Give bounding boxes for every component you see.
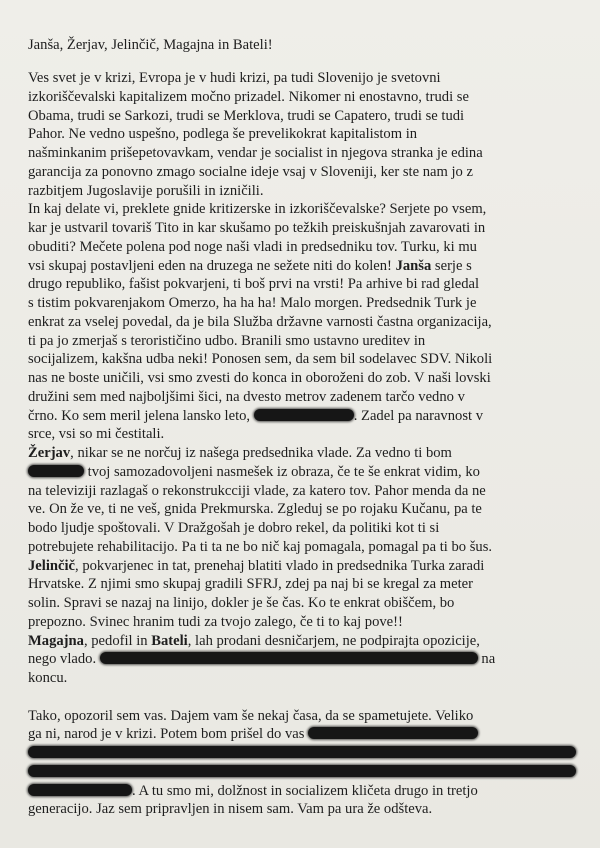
- text-line: [28, 782, 588, 801]
- name-jelincic: Jelinčič: [28, 557, 76, 574]
- text-line: koncu.: [28, 670, 68, 686]
- redaction-mark: [254, 409, 354, 421]
- text-line: [28, 444, 588, 463]
- text-line: solin. Spravi se nazaj na linijo, dokler je še čas. Ko te enkrat obiščem, bo: [28, 595, 455, 611]
- text-line: ve. On že ve, ti ne veš, gnida Prekmurska. Zgleduj se po rojaku Kučanu, pa te: [28, 501, 482, 518]
- text-line: bodo ljudje spoštovali. V Dražgošah je dobro rekel, da politiki kot ti si: [28, 520, 440, 536]
- text-line: ti pa jo zmerjaš s terorističino udbo. Branili smo ustavno ureditev in: [28, 332, 426, 349]
- text-line: Obama, trudi se Sarkozi, trudi se Merklova, trudi se Capatero, trudi se tudi: [28, 107, 465, 124]
- text-line: izkoriščevalski kapitalizem močno prizadel. Nikomer ni enostavno, trudi se: [28, 88, 469, 105]
- text-fragment: nego vlado.: [28, 651, 100, 668]
- redaction-mark: [28, 746, 576, 758]
- text-fragment: tvoj samozadovoljeni nasmešek iz obraza, če te še enkrat vidim, ko: [84, 463, 480, 480]
- text-line: s tistim pokvarenjakom Omerzo, ha ha ha! Malo morgen. Predsednik Turk je: [28, 295, 477, 311]
- text-fragment: na: [477, 651, 496, 668]
- text-line: garancija za ponovno zmago socialne ideje vsaj v Sloveniji, ker ste nam jo z: [28, 163, 473, 180]
- text-line: Pahor. Ne vedno uspešno, podlega še prevelikokrat kapitalistom in: [28, 126, 418, 143]
- text-line: [28, 463, 588, 482]
- text-line: Ves svet je v krizi, Evropa je v hudi krizi, pa tudi Slovenijo je svetovni: [28, 70, 441, 86]
- name-magajna: Magajna: [28, 632, 84, 649]
- text-line: socijalizem, kakšna udba neki! Ponosen sem, da sem bil sodelavec SDV. Nikoli: [28, 351, 493, 368]
- letter-body: [28, 69, 588, 819]
- text-line: prepozno. Svinec hranim tudi za tvojo zalego, če ti to kaj pove!!: [28, 613, 403, 630]
- text-line: [28, 557, 588, 576]
- text-fragment: vsi skupaj postavljeni eden na druzega ne sežete niti do kolen!: [28, 257, 396, 274]
- redaction-mark: [28, 465, 84, 477]
- text-line: enkrat za vselej povedal, da je bila Služba državne varnosti častna organizacija,: [28, 313, 492, 330]
- redaction-mark: [308, 727, 478, 739]
- text-line: generacijo. Jaz sem pripravljen in nisem sam. Vam pa ura že odšteva.: [28, 801, 433, 818]
- text-line: našminkanim prišepetovavkam, vendar je socialist in njegova stranka je edina: [28, 145, 483, 161]
- text-line: nas ne boste uničili, vsi smo zvesti do konca in oboroženi do zob. V naši lovski: [28, 370, 491, 386]
- text-line: potrebujete rehabilitacijo. Pa ti ta ne bo nič kaj pomagala, pomagal pa ti bo šus.: [28, 538, 493, 555]
- text-line: [28, 632, 588, 651]
- text-line: In kaj delate vi, preklete gnide kritizerske in izkoriščevalske? Serjete po vsem,: [28, 201, 487, 218]
- text-line: obuditi? Mečete polena pod noge naši vladi in predsedniku tov. Turku, ki mu: [28, 238, 477, 255]
- paragraph-gap: [28, 688, 588, 707]
- text-line: [28, 407, 588, 426]
- text-fragment: , pokvarjenec in tat, prenehaj blatiti vlado in predsednika Turka zaradi: [75, 557, 485, 574]
- text-fragment: serje s: [431, 257, 472, 274]
- text-fragment: . Zadel pa naravnost v: [353, 407, 484, 424]
- text-line: družini sem med najboljšimi šici, na dvesto metrov zadenem tarčo vedno v: [28, 388, 465, 405]
- text-line: [28, 650, 588, 669]
- name-bateli: Bateli: [151, 632, 188, 649]
- text-line: [28, 744, 588, 763]
- text-line: drugo republiko, fašist pokvarjeni, ti boš prvi na vrsti! Pa arhive bi rad gledal: [28, 276, 480, 293]
- text-line: [28, 257, 588, 276]
- text-line: Tako, opozoril sem vas. Dajem vam še nekaj časa, da se spametujete. Veliko: [28, 707, 474, 724]
- name-zerjav: Žerjav: [28, 445, 71, 461]
- text-fragment: , pedofil in: [83, 632, 152, 649]
- text-fragment: , nikar se ne norčuj iz našega predsednika vlade. Za vedno ti bom: [70, 445, 452, 461]
- text-line: razbitjem Jugoslavije porušili in izničili.: [28, 182, 264, 199]
- redaction-mark: [100, 652, 478, 664]
- text-fragment: . A tu smo mi, dolžnost in socializem kličeta drugo in tretjo: [132, 782, 478, 799]
- redaction-mark: [28, 784, 132, 796]
- name-jansa: Janša: [395, 257, 432, 274]
- text-fragment: , lah prodani desničarjem, ne podpirajta opozicije,: [187, 632, 480, 649]
- text-line: Hrvatske. Z njimi smo skupaj gradili SFRJ, zdej pa naj bi se kregal za meter: [28, 576, 474, 593]
- text-line: kar je ustvaril tovariš Tito in kar skušamo po težkih preiskušnjah zavarovati in: [28, 220, 486, 236]
- text-fragment: ga ni, narod je v krizi. Potem bom prišel do vas: [28, 726, 309, 743]
- text-line: [28, 725, 588, 744]
- text-fragment: črno. Ko sem meril jelena lansko leto,: [28, 407, 254, 424]
- text-line: [28, 763, 588, 782]
- text-line: na televiziji razlagaš o rekonstrukcciji vlade, za katero tov. Pahor menda da ne: [28, 482, 486, 499]
- letter-heading: Janša, Žerjav, Jelinčič, Magajna in Bateli!: [28, 37, 273, 53]
- text-line: srce, vsi so mi čestitali.: [28, 426, 165, 443]
- redaction-mark: [28, 765, 576, 777]
